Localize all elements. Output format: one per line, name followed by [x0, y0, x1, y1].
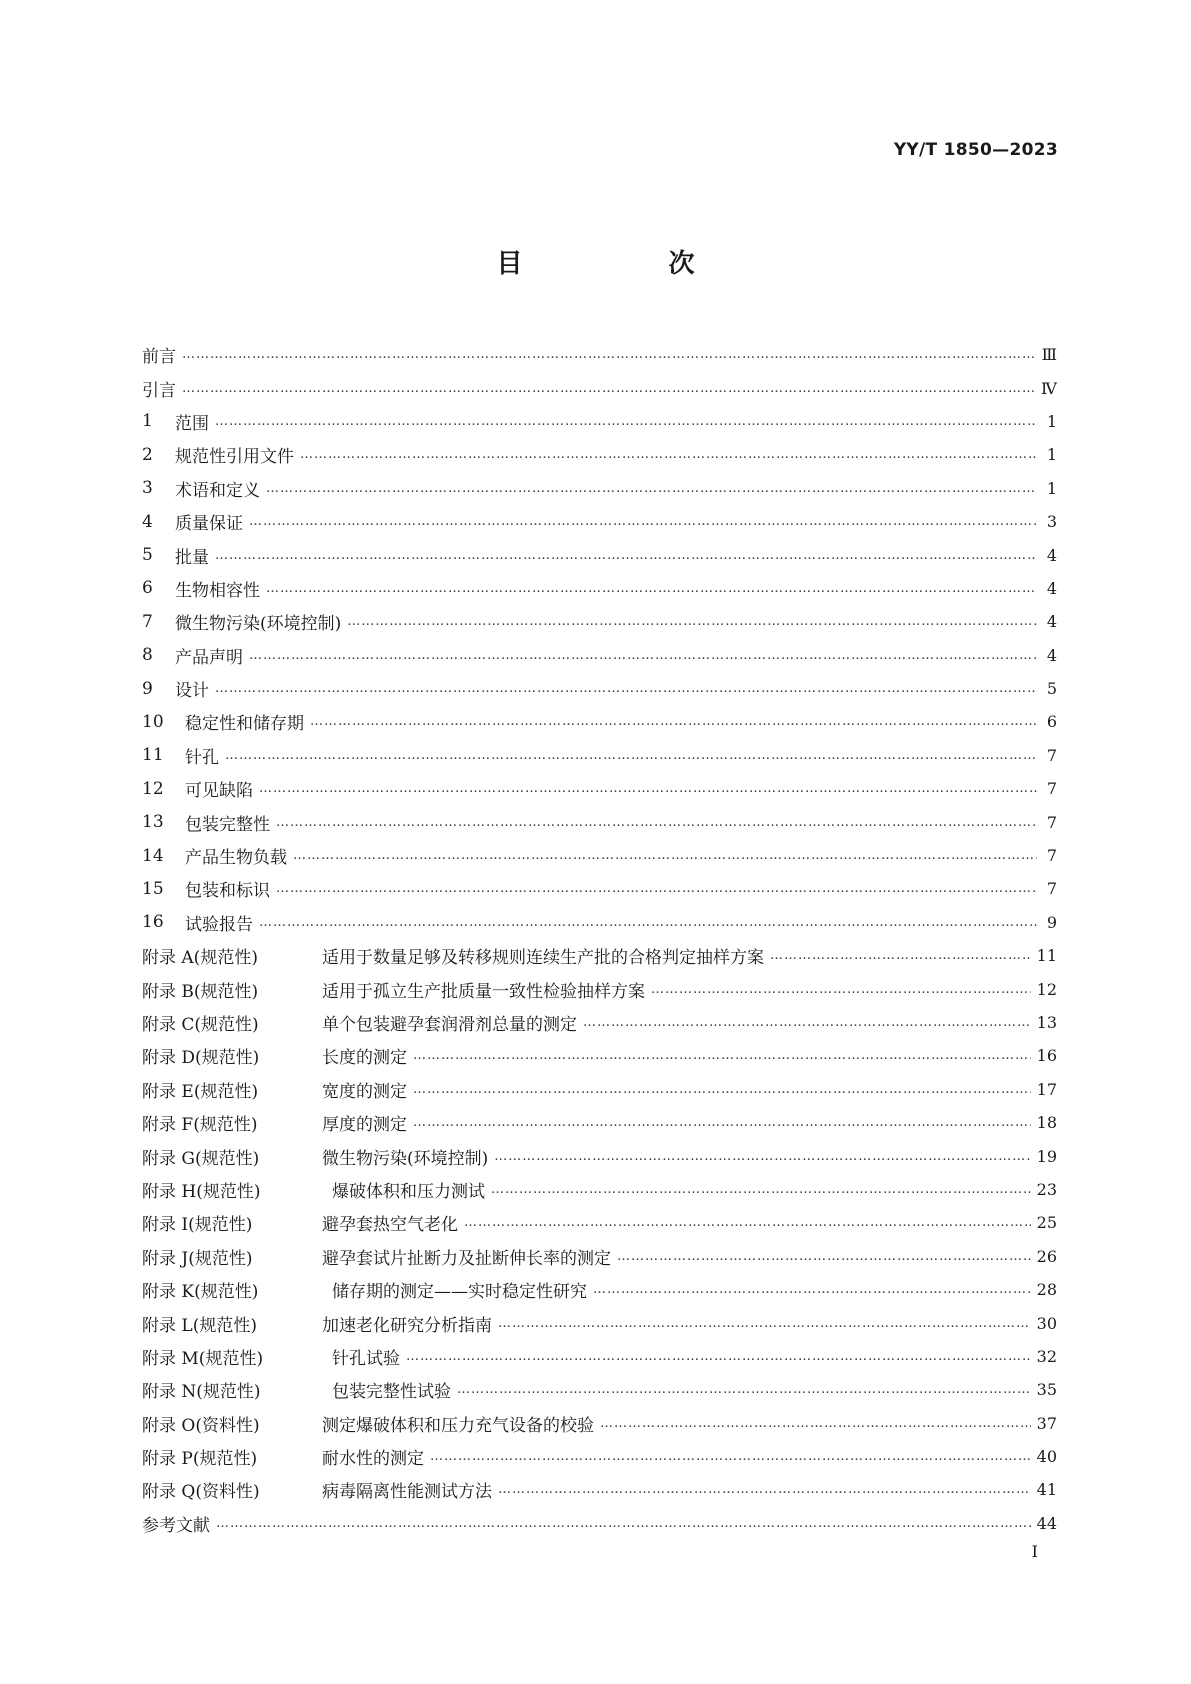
section-title: 病毒隔离性能测试方法 [322, 1482, 492, 1503]
toc-entry-label [142, 476, 260, 501]
dot-leader [249, 648, 1037, 663]
toc-entry[interactable] [142, 1240, 1057, 1273]
dot-leader [406, 1349, 1031, 1364]
dot-leader [276, 815, 1037, 830]
page-ref: 30 [1036, 1313, 1057, 1333]
section-title: 前言 [142, 347, 176, 368]
page-ref: 7 [1046, 779, 1057, 799]
page-ref: 26 [1036, 1246, 1057, 1266]
dot-leader [498, 1482, 1031, 1497]
dot-leader [413, 1048, 1031, 1063]
section-title: 试验报告 [185, 914, 253, 935]
section-number: 2 [142, 444, 153, 465]
section-title: 厚度的测定 [322, 1115, 407, 1136]
page-ref: 16 [1036, 1046, 1057, 1066]
section-number: 10 [142, 711, 164, 732]
section-number: 9 [142, 678, 153, 699]
toc-entry-label [142, 1444, 424, 1469]
dot-leader [651, 982, 1031, 997]
section-title: 稳定性和储存期 [185, 714, 304, 735]
toc-entry-label [142, 1010, 577, 1035]
toc-entry-label [142, 342, 176, 367]
page-ref: 4 [1046, 612, 1057, 632]
dot-leader [347, 614, 1037, 629]
toc-entry[interactable] [142, 1407, 1057, 1440]
section-title: 耐水性的测定 [322, 1449, 424, 1470]
page-ref: 4 [1046, 578, 1057, 598]
toc-entry[interactable] [142, 1273, 1057, 1306]
section-number: 7 [142, 611, 153, 632]
dot-leader [494, 1149, 1030, 1164]
section-title: 设计 [175, 681, 209, 702]
dot-leader [182, 347, 1036, 362]
toc-entry-label [142, 543, 209, 568]
annex-tag: 附录 K(规范性) [142, 1282, 259, 1303]
toc-entry-label [142, 576, 260, 601]
dot-leader [225, 748, 1037, 763]
toc-entry-label [142, 509, 243, 534]
section-title: 生物相容性 [175, 580, 260, 601]
annex-tag: 附录 D(规范性) [142, 1048, 260, 1069]
section-title: 批量 [175, 547, 209, 568]
page-ref: 7 [1046, 846, 1057, 866]
dot-leader [593, 1282, 1031, 1297]
dot-leader [413, 1082, 1031, 1097]
page-ref: 7 [1046, 879, 1057, 899]
page-ref: 5 [1046, 679, 1057, 699]
toc-entry-label [142, 1077, 407, 1102]
section-number: 12 [142, 778, 164, 799]
toc-entry[interactable] [142, 1340, 1057, 1373]
toc-entry-label [142, 977, 645, 1002]
annex-tag: 附录 P(规范性) [142, 1449, 258, 1470]
dot-leader [215, 414, 1037, 429]
toc-entry-label [142, 743, 219, 768]
section-number: 11 [142, 745, 164, 766]
page-ref: 41 [1036, 1480, 1057, 1500]
section-title: 微生物污染(环境控制) [322, 1148, 489, 1169]
toc-entry[interactable] [142, 1306, 1057, 1339]
section-number: 16 [142, 912, 164, 933]
toc-entry[interactable] [142, 472, 1057, 505]
section-title: 包装完整性 [185, 814, 270, 835]
toc-entry[interactable] [142, 1073, 1057, 1106]
toc-entry[interactable] [142, 405, 1057, 438]
toc-entry[interactable] [142, 1039, 1057, 1072]
toc-entry[interactable] [142, 772, 1057, 805]
toc-entry[interactable] [142, 1440, 1057, 1473]
toc-entry-label [142, 643, 243, 668]
section-number: 15 [142, 878, 164, 899]
toc-entry-label [142, 676, 209, 701]
toc-entry[interactable] [142, 872, 1057, 905]
dot-leader [600, 1416, 1031, 1431]
dot-leader [293, 848, 1037, 863]
section-number: 5 [142, 545, 153, 566]
page-ref: 1 [1046, 478, 1057, 498]
page-ref: 4 [1046, 645, 1057, 665]
table-of-contents [142, 338, 1057, 1540]
page-ref: 19 [1036, 1146, 1057, 1166]
dot-leader [617, 1249, 1031, 1264]
section-title: 测定爆破体积和压力充气设备的校验 [322, 1415, 594, 1436]
dot-leader [310, 714, 1037, 729]
section-number: 8 [142, 645, 153, 666]
annex-tag: 附录 H(规范性) [142, 1181, 261, 1202]
dot-leader [266, 481, 1037, 496]
section-title: 可见缺陷 [185, 781, 253, 802]
page-ref: Ⅲ [1041, 345, 1057, 365]
dot-leader [457, 1382, 1031, 1397]
annex-tag: 附录 C(规范性) [142, 1015, 259, 1035]
section-title: 爆破体积和压力测试 [332, 1181, 485, 1202]
toc-entry-label [142, 1244, 611, 1269]
dot-leader [259, 915, 1037, 930]
dot-leader [215, 548, 1037, 563]
page-ref: 6 [1046, 712, 1057, 732]
page-ref: 1 [1046, 445, 1057, 465]
toc-entry-label [142, 910, 253, 935]
annex-tag: 附录 A(规范性) [142, 948, 258, 969]
section-number: 6 [142, 578, 153, 599]
section-number: 3 [142, 478, 153, 499]
section-title: 单个包装避孕套润滑剂总量的测定 [322, 1015, 577, 1035]
section-title: 产品生物负载 [185, 848, 287, 869]
section-title: 针孔试验 [332, 1348, 400, 1369]
toc-entry[interactable] [142, 505, 1057, 538]
toc-entry[interactable] [142, 1473, 1057, 1506]
toc-entry[interactable] [142, 1139, 1057, 1172]
toc-entry[interactable] [142, 739, 1057, 772]
toc-entry-label [142, 1477, 492, 1502]
page-ref: 23 [1036, 1179, 1057, 1199]
page-ref: 3 [1046, 512, 1057, 532]
toc-entry[interactable] [142, 1373, 1057, 1406]
page-ref: 4 [1046, 545, 1057, 565]
toc-entry-label [142, 1344, 400, 1369]
section-number: 1 [142, 411, 153, 432]
dot-leader [249, 514, 1037, 529]
toc-entry[interactable] [142, 605, 1057, 638]
page-ref: 1 [1046, 411, 1057, 431]
annex-tag: 附录 N(规范性) [142, 1382, 261, 1403]
section-title: 包装和标识 [185, 881, 270, 902]
section-title: 避孕套热空气老化 [322, 1215, 458, 1236]
page-ref: 9 [1046, 912, 1057, 932]
toc-entry[interactable] [142, 839, 1057, 872]
page-ref: 12 [1036, 979, 1057, 999]
toc-entry[interactable] [142, 906, 1057, 939]
toc-entry[interactable] [142, 939, 1057, 972]
section-title: 质量保证 [175, 514, 243, 535]
page-ref: 40 [1036, 1447, 1057, 1467]
annex-tag: 附录 F(规范性) [142, 1115, 258, 1136]
toc-entry-label [142, 709, 304, 734]
toc-entry-label [142, 1043, 407, 1068]
page-ref: 35 [1036, 1380, 1057, 1400]
toc-entry[interactable] [142, 371, 1057, 404]
annex-tag: 附录 Q(资料性) [142, 1482, 260, 1503]
dot-leader [430, 1449, 1031, 1464]
toc-entry-label [142, 876, 270, 901]
toc-entry-label [142, 409, 209, 434]
toc-entry-label [142, 1110, 407, 1135]
page-ref: Ⅳ [1041, 378, 1057, 398]
toc-entry-label [142, 1511, 210, 1536]
section-title: 微生物污染(环境控制) [175, 614, 342, 635]
toc-entry[interactable] [142, 1173, 1057, 1206]
toc-entry[interactable] [142, 338, 1057, 371]
page-ref: 18 [1036, 1113, 1057, 1133]
dot-leader [491, 1182, 1031, 1197]
toc-entry[interactable] [142, 572, 1057, 605]
dot-leader [276, 881, 1037, 896]
dot-leader [464, 1215, 1031, 1230]
section-title: 避孕套试片扯断力及扯断伸长率的测定 [322, 1248, 611, 1269]
section-title: 范围 [175, 413, 209, 434]
section-title: 适用于孤立生产批质量一致性检验抽样方案 [322, 981, 645, 1002]
section-title: 储存期的测定——实时稳定性研究 [332, 1282, 587, 1303]
toc-entry[interactable] [142, 538, 1057, 571]
toc-entry[interactable] [142, 438, 1057, 471]
annex-tag: 附录 J(规范性) [142, 1248, 253, 1269]
dot-leader [300, 447, 1037, 462]
toc-entry[interactable] [142, 1507, 1057, 1540]
annex-tag: 附录 G(规范性) [142, 1148, 260, 1169]
toc-entry-label [142, 1377, 451, 1402]
dot-leader [413, 1115, 1031, 1130]
toc-entry-label [142, 1210, 458, 1235]
toc-entry[interactable] [142, 1106, 1057, 1139]
toc-entry-label [142, 1177, 485, 1202]
dot-leader [215, 681, 1037, 696]
section-title: 参考文献 [142, 1515, 210, 1536]
page-ref: 7 [1046, 812, 1057, 832]
toc-entry[interactable] [142, 1206, 1057, 1239]
annex-tag: 附录 O(资料性) [142, 1415, 260, 1436]
toc-entry-label [142, 943, 764, 968]
section-title: 术语和定义 [175, 480, 260, 501]
annex-tag: 附录 M(规范性) [142, 1348, 264, 1369]
toc-entry-label [142, 843, 287, 868]
annex-tag: 附录 I(规范性) [142, 1215, 253, 1236]
toc-entry-label [142, 1411, 594, 1436]
toc-entry[interactable] [142, 1006, 1057, 1039]
dot-leader [182, 381, 1035, 396]
page-ref: 11 [1036, 946, 1057, 966]
annex-tag: 附录 L(规范性) [142, 1315, 257, 1336]
page-number: I [1031, 1542, 1038, 1561]
toc-entry-label [142, 776, 253, 801]
section-number: 4 [142, 511, 153, 532]
toc-entry-label [142, 1144, 488, 1169]
section-title: 规范性引用文件 [175, 447, 294, 468]
toc-entry-label [142, 1277, 587, 1302]
page-ref: 32 [1036, 1346, 1057, 1366]
section-number: 13 [142, 812, 164, 833]
annex-tag: 附录 B(规范性) [142, 981, 259, 1002]
toc-entry[interactable] [142, 805, 1057, 838]
dot-leader [498, 1316, 1031, 1331]
page-ref: 37 [1036, 1413, 1057, 1433]
page-ref: 25 [1036, 1213, 1057, 1233]
standard-code: YY/T 1850—2023 [893, 140, 1058, 160]
section-title: 引言 [142, 380, 176, 401]
toc-entry-label [142, 376, 176, 401]
section-number: 14 [142, 845, 164, 866]
section-title: 加速老化研究分析指南 [322, 1315, 492, 1336]
section-title: 宽度的测定 [322, 1081, 407, 1102]
dot-leader [770, 948, 1031, 963]
toc-entry[interactable] [142, 672, 1057, 705]
section-title: 长度的测定 [322, 1048, 407, 1069]
toc-entry[interactable] [142, 639, 1057, 672]
dot-leader [583, 1015, 1031, 1030]
dot-leader [259, 781, 1037, 796]
dot-leader [216, 1516, 1031, 1531]
section-title: 针孔 [185, 747, 219, 768]
toc-entry[interactable] [142, 705, 1057, 738]
page-ref: 13 [1036, 1013, 1057, 1032]
toc-entry[interactable] [142, 972, 1057, 1005]
annex-tag: 附录 E(规范性) [142, 1081, 259, 1102]
toc-entry-label [142, 810, 270, 835]
section-title: 包装完整性试验 [332, 1382, 451, 1403]
page-ref: 17 [1036, 1079, 1057, 1099]
toc-entry-label [142, 609, 341, 634]
page-title: 目 次 [496, 249, 755, 279]
section-title: 适用于数量足够及转移规则连续生产批的合格判定抽样方案 [322, 948, 764, 969]
toc-entry-label [142, 1311, 492, 1336]
page-ref: 7 [1046, 745, 1057, 765]
page-ref: 28 [1036, 1280, 1057, 1300]
toc-entry-label [142, 442, 294, 467]
section-title: 产品声明 [175, 647, 243, 668]
page-ref: 44 [1036, 1513, 1057, 1533]
dot-leader [266, 581, 1037, 596]
